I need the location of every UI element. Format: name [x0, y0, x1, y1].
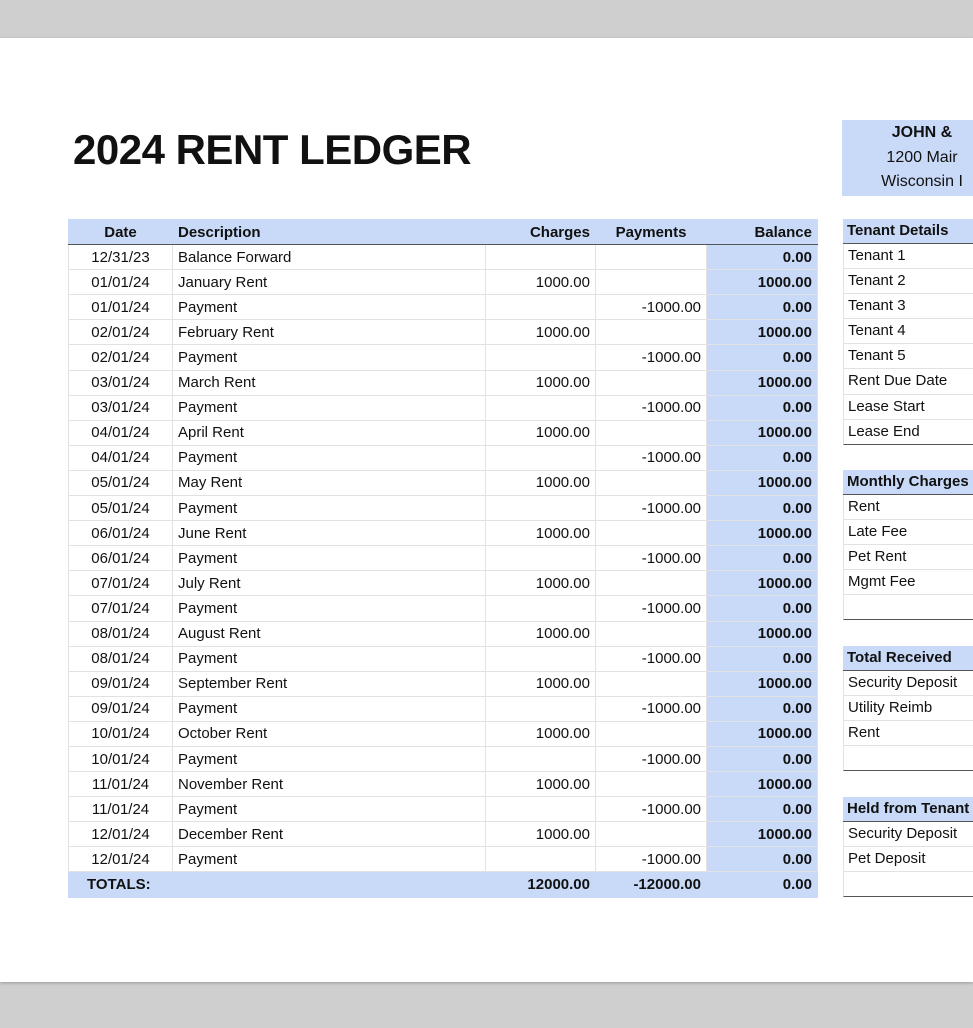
- cell-description[interactable]: April Rent: [173, 420, 486, 445]
- cell-description[interactable]: December Rent: [173, 822, 486, 847]
- side-section-item[interactable]: Security Deposit: [843, 822, 973, 847]
- cell-balance[interactable]: 1000.00: [707, 621, 818, 646]
- table-row: [69, 671, 818, 696]
- cell-balance[interactable]: 1000.00: [707, 370, 818, 395]
- cell-description[interactable]: August Rent: [173, 621, 486, 646]
- cell-charges[interactable]: [486, 295, 596, 320]
- cell-charges[interactable]: [486, 445, 596, 470]
- table-row: [69, 395, 818, 420]
- cell-date[interactable]: 10/01/24: [69, 721, 173, 746]
- cell-payments[interactable]: -1000.00: [596, 696, 707, 721]
- cell-description[interactable]: May Rent: [173, 470, 486, 495]
- cell-payments[interactable]: [596, 320, 707, 345]
- cell-date[interactable]: 11/01/24: [69, 772, 173, 797]
- side-section-item[interactable]: [843, 595, 973, 620]
- cell-payments[interactable]: -1000.00: [596, 345, 707, 370]
- cell-payments[interactable]: [596, 370, 707, 395]
- cell-balance[interactable]: 1000.00: [707, 420, 818, 445]
- cell-charges[interactable]: [486, 696, 596, 721]
- cell-payments[interactable]: [596, 621, 707, 646]
- cell-charges[interactable]: 1000.00: [486, 370, 596, 395]
- cell-payments[interactable]: -1000.00: [596, 646, 707, 671]
- cell-payments[interactable]: [596, 671, 707, 696]
- cell-date[interactable]: 10/01/24: [69, 746, 173, 771]
- cell-date[interactable]: 02/01/24: [69, 345, 173, 370]
- cell-balance[interactable]: 1000.00: [707, 671, 818, 696]
- rent-ledger-table: [68, 219, 818, 898]
- side-section-item[interactable]: Tenant 3: [843, 294, 973, 319]
- side-section: [843, 219, 973, 445]
- table-row: [69, 721, 818, 746]
- side-section-item[interactable]: Rent: [843, 721, 973, 746]
- side-section-item[interactable]: Tenant 5: [843, 344, 973, 369]
- totals-balance[interactable]: 0.00: [707, 872, 818, 897]
- cell-charges[interactable]: 1000.00: [486, 320, 596, 345]
- side-section: [843, 646, 973, 771]
- header-charges[interactable]: Charges: [486, 220, 596, 245]
- table-row: [69, 345, 818, 370]
- ledger-body: [69, 245, 818, 872]
- landlord-address: 1200 Mair: [886, 149, 958, 166]
- cell-balance[interactable]: 1000.00: [707, 470, 818, 495]
- cell-payments[interactable]: [596, 721, 707, 746]
- cell-charges[interactable]: [486, 596, 596, 621]
- cell-date[interactable]: 08/01/24: [69, 621, 173, 646]
- table-row: [69, 245, 818, 270]
- cell-balance[interactable]: 0.00: [707, 746, 818, 771]
- side-section-item[interactable]: Lease Start: [843, 395, 973, 420]
- table-row: [69, 646, 818, 671]
- header-balance[interactable]: Balance: [707, 220, 818, 245]
- table-row: [69, 470, 818, 495]
- cell-payments[interactable]: -1000.00: [596, 295, 707, 320]
- cell-date[interactable]: 05/01/24: [69, 470, 173, 495]
- table-row: [69, 797, 818, 822]
- cell-charges[interactable]: 1000.00: [486, 772, 596, 797]
- cell-description[interactable]: Payment: [173, 295, 486, 320]
- totals-row: [69, 872, 818, 897]
- cell-charges[interactable]: [486, 395, 596, 420]
- side-section-item[interactable]: Security Deposit: [843, 671, 973, 696]
- cell-charges[interactable]: 1000.00: [486, 721, 596, 746]
- side-section-item[interactable]: Rent Due Date: [843, 369, 973, 394]
- table-row: [69, 621, 818, 646]
- cell-balance[interactable]: 0.00: [707, 696, 818, 721]
- cell-date[interactable]: 06/01/24: [69, 521, 173, 546]
- cell-description[interactable]: January Rent: [173, 270, 486, 295]
- cell-balance[interactable]: 1000.00: [707, 320, 818, 345]
- cell-charges[interactable]: 1000.00: [486, 420, 596, 445]
- cell-payments[interactable]: -1000.00: [596, 395, 707, 420]
- cell-charges[interactable]: 1000.00: [486, 470, 596, 495]
- cell-balance[interactable]: 1000.00: [707, 721, 818, 746]
- cell-description[interactable]: July Rent: [173, 571, 486, 596]
- table-row: [69, 546, 818, 571]
- cell-balance[interactable]: 0.00: [707, 797, 818, 822]
- side-section-item[interactable]: Tenant 2: [843, 269, 973, 294]
- cell-charges[interactable]: [486, 496, 596, 521]
- landlord-city: Wisconsin I: [881, 173, 963, 190]
- cell-description[interactable]: February Rent: [173, 320, 486, 345]
- cell-charges[interactable]: 1000.00: [486, 621, 596, 646]
- cell-charges[interactable]: 1000.00: [486, 571, 596, 596]
- header-payments[interactable]: Payments: [596, 220, 707, 245]
- header-date[interactable]: Date: [69, 220, 173, 245]
- cell-charges[interactable]: [486, 345, 596, 370]
- totals-charges[interactable]: 12000.00: [486, 872, 596, 897]
- cell-date[interactable]: 12/01/24: [69, 847, 173, 872]
- side-section: [843, 470, 973, 620]
- cell-description[interactable]: Payment: [173, 546, 486, 571]
- ledger-header-row: [69, 220, 818, 245]
- cell-description[interactable]: March Rent: [173, 370, 486, 395]
- cell-description[interactable]: Payment: [173, 596, 486, 621]
- table-row: [69, 571, 818, 596]
- totals-label[interactable]: TOTALS:: [69, 872, 486, 897]
- cell-payments[interactable]: -1000.00: [596, 445, 707, 470]
- cell-payments[interactable]: [596, 772, 707, 797]
- cell-balance[interactable]: 0.00: [707, 496, 818, 521]
- table-row: [69, 521, 818, 546]
- cell-balance[interactable]: 1000.00: [707, 822, 818, 847]
- side-section-item[interactable]: Utility Reimb: [843, 696, 973, 721]
- cell-balance[interactable]: 1000.00: [707, 270, 818, 295]
- cell-description[interactable]: June Rent: [173, 521, 486, 546]
- cell-description[interactable]: Payment: [173, 646, 486, 671]
- cell-payments[interactable]: -1000.00: [596, 797, 707, 822]
- table-row: [69, 445, 818, 470]
- cell-balance[interactable]: 0.00: [707, 345, 818, 370]
- side-section-item[interactable]: Pet Deposit: [843, 847, 973, 872]
- cell-date[interactable]: 07/01/24: [69, 596, 173, 621]
- table-row: [69, 746, 818, 771]
- cell-description[interactable]: November Rent: [173, 772, 486, 797]
- cell-payments[interactable]: -1000.00: [596, 546, 707, 571]
- landlord-name: JOHN &: [891, 124, 953, 141]
- cell-payments[interactable]: [596, 270, 707, 295]
- cell-payments[interactable]: -1000.00: [596, 847, 707, 872]
- cell-payments[interactable]: [596, 521, 707, 546]
- side-section-title[interactable]: Total Received: [843, 646, 973, 671]
- table-row: [69, 847, 818, 872]
- cell-description[interactable]: Payment: [173, 345, 486, 370]
- cell-charges[interactable]: [486, 847, 596, 872]
- table-row: [69, 696, 818, 721]
- cell-date[interactable]: 05/01/24: [69, 496, 173, 521]
- cell-balance[interactable]: 0.00: [707, 295, 818, 320]
- cell-balance[interactable]: 0.00: [707, 245, 818, 270]
- cell-date[interactable]: 01/01/24: [69, 270, 173, 295]
- cell-balance[interactable]: 0.00: [707, 847, 818, 872]
- table-row: [69, 496, 818, 521]
- cell-date[interactable]: 12/31/23: [69, 245, 173, 270]
- side-section-item[interactable]: Tenant 4: [843, 319, 973, 344]
- cell-description[interactable]: Payment: [173, 847, 486, 872]
- table-row: [69, 772, 818, 797]
- cell-description[interactable]: Balance Forward: [173, 245, 486, 270]
- side-section-item[interactable]: [843, 746, 973, 771]
- cell-charges[interactable]: [486, 746, 596, 771]
- table-row: [69, 822, 818, 847]
- cell-description[interactable]: Payment: [173, 696, 486, 721]
- side-section-item[interactable]: Tenant 1: [843, 244, 973, 269]
- cell-balance[interactable]: 0.00: [707, 395, 818, 420]
- cell-payments[interactable]: -1000.00: [596, 746, 707, 771]
- cell-description[interactable]: Payment: [173, 496, 486, 521]
- cell-description[interactable]: Payment: [173, 395, 486, 420]
- side-section-item[interactable]: Late Fee: [843, 520, 973, 545]
- cell-date[interactable]: 03/01/24: [69, 370, 173, 395]
- cell-date[interactable]: 06/01/24: [69, 546, 173, 571]
- cell-date[interactable]: 03/01/24: [69, 395, 173, 420]
- side-section-title[interactable]: Tenant Details: [843, 219, 973, 244]
- cell-charges[interactable]: [486, 797, 596, 822]
- header-description[interactable]: Description: [173, 220, 486, 245]
- cell-description[interactable]: Payment: [173, 445, 486, 470]
- cell-description[interactable]: September Rent: [173, 671, 486, 696]
- cell-charges[interactable]: [486, 245, 596, 270]
- cell-charges[interactable]: [486, 546, 596, 571]
- table-row: [69, 596, 818, 621]
- cell-date[interactable]: 04/01/24: [69, 420, 173, 445]
- cell-description[interactable]: October Rent: [173, 721, 486, 746]
- cell-charges[interactable]: 1000.00: [486, 521, 596, 546]
- cell-charges[interactable]: 1000.00: [486, 671, 596, 696]
- cell-date[interactable]: 09/01/24: [69, 671, 173, 696]
- cell-date[interactable]: 08/01/24: [69, 646, 173, 671]
- cell-description[interactable]: Payment: [173, 746, 486, 771]
- cell-payments[interactable]: -1000.00: [596, 596, 707, 621]
- side-section: [843, 797, 973, 897]
- side-section-title[interactable]: Held from Tenant: [843, 797, 973, 822]
- cell-date[interactable]: 01/01/24: [69, 295, 173, 320]
- cell-date[interactable]: 02/01/24: [69, 320, 173, 345]
- table-row: [69, 370, 818, 395]
- side-section-item[interactable]: Lease End: [843, 420, 973, 445]
- table-row: [69, 420, 818, 445]
- landlord-info-block: [842, 120, 973, 196]
- cell-balance[interactable]: 0.00: [707, 596, 818, 621]
- side-section-item[interactable]: Pet Rent: [843, 545, 973, 570]
- cell-date[interactable]: 04/01/24: [69, 445, 173, 470]
- cell-date[interactable]: 12/01/24: [69, 822, 173, 847]
- cell-balance[interactable]: 1000.00: [707, 772, 818, 797]
- cell-payments[interactable]: [596, 822, 707, 847]
- cell-charges[interactable]: 1000.00: [486, 270, 596, 295]
- cell-description[interactable]: Payment: [173, 797, 486, 822]
- page-title: 2024 RENT LEDGER: [73, 126, 472, 173]
- cell-balance[interactable]: 0.00: [707, 445, 818, 470]
- cell-charges[interactable]: 1000.00: [486, 822, 596, 847]
- cell-payments[interactable]: [596, 470, 707, 495]
- side-section-item[interactable]: Mgmt Fee: [843, 570, 973, 595]
- cell-date[interactable]: 11/01/24: [69, 797, 173, 822]
- cell-balance[interactable]: 0.00: [707, 546, 818, 571]
- cell-payments[interactable]: -1000.00: [596, 496, 707, 521]
- cell-date[interactable]: 09/01/24: [69, 696, 173, 721]
- table-row: [69, 320, 818, 345]
- side-section-item[interactable]: Rent: [843, 495, 973, 520]
- totals-payments[interactable]: -12000.00: [596, 872, 707, 897]
- table-row: [69, 295, 818, 320]
- cell-payments[interactable]: [596, 420, 707, 445]
- cell-balance[interactable]: 1000.00: [707, 571, 818, 596]
- cell-charges[interactable]: [486, 646, 596, 671]
- cell-balance[interactable]: 1000.00: [707, 521, 818, 546]
- spreadsheet-page: [0, 38, 973, 982]
- cell-date[interactable]: 07/01/24: [69, 571, 173, 596]
- table-row: [69, 270, 818, 295]
- cell-payments[interactable]: [596, 245, 707, 270]
- side-section-item[interactable]: [843, 872, 973, 897]
- side-section-title[interactable]: Monthly Charges: [843, 470, 973, 495]
- cell-payments[interactable]: [596, 571, 707, 596]
- cell-balance[interactable]: 0.00: [707, 646, 818, 671]
